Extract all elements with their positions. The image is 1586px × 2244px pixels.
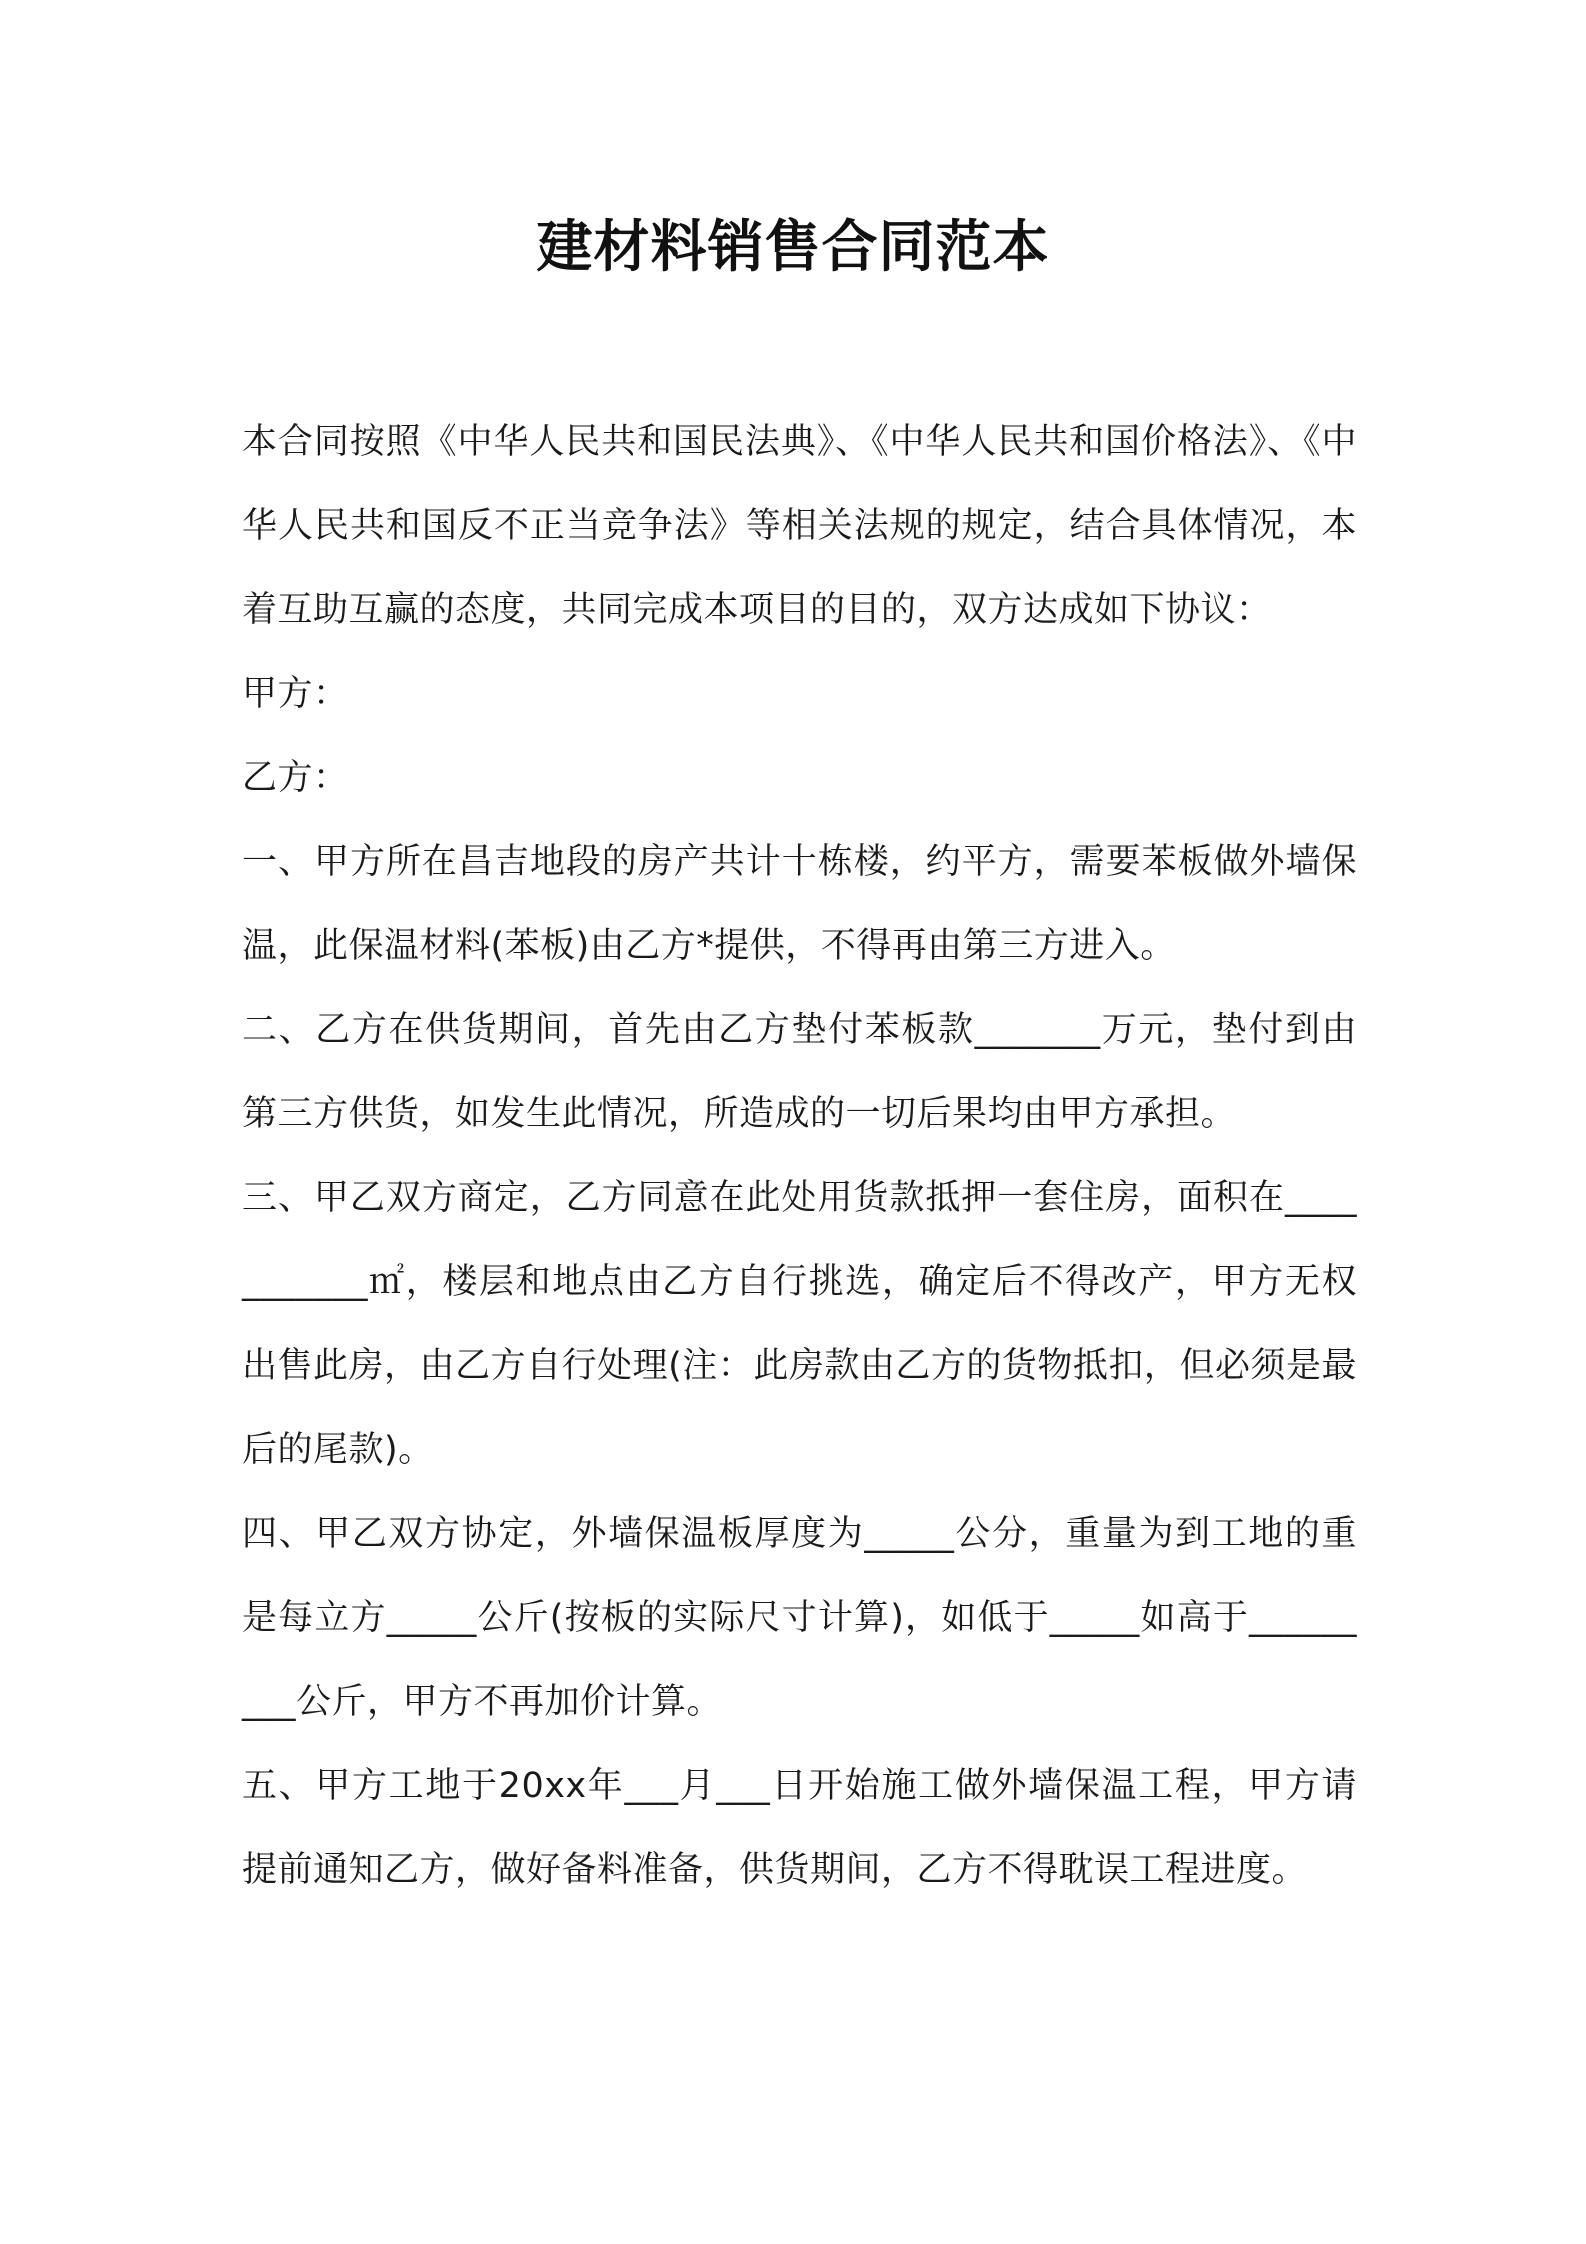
clause-5: 五、甲方工地于20xx年___月___日开始施工做外墙保温工程，甲方请提前通知乙方，做好备料准备，供货期间，乙方不得耽误工程进度。	[242, 1766, 1357, 1890]
preamble-paragraph: 本合同按照《中华人民共和国民法典》、《中华人民共和国价格法》、《中华人民共和国反不正当竞争法》等相关法规的规定，结合具体情况，本着互助互赢的态度，共同完成本项目的目的，双方达成如下协议：	[242, 422, 1357, 630]
clause-3: 三、甲乙双方商定，乙方同意在此处用货款抵押一套住房，面积在___________㎡，楼层和地点由乙方自行挑选，确定后不得改产，甲方无权出售此房，由乙方自行处理(注：此房款由乙方的货物抵扣，但必须是最后的尾款)。	[242, 1178, 1357, 1470]
clause-4: 四、甲乙双方协定，外墙保温板厚度为_____公分，重量为到工地的重是每立方_____公斤(按板的实际尺寸计算)，如低于_____如高于_________公斤，甲方不再加价计算。	[242, 1514, 1357, 1722]
clause-2: 二、乙方在供货期间，首先由乙方垫付苯板款_______万元，垫付到由第三方供货，如发生此情况，所造成的一切后果均由甲方承担。	[242, 1010, 1357, 1134]
party-a-line: 甲方：	[242, 674, 349, 714]
clause-1: 一、甲方所在昌吉地段的房产共计十栋楼，约平方，需要苯板做外墙保温，此保温材料(苯板)由乙方*提供，不得再由第三方进入。	[242, 842, 1357, 966]
party-b-line: 乙方：	[242, 758, 349, 798]
document-title: 建材料销售合同范本	[536, 215, 1050, 280]
document-body	[242, 400, 1357, 1912]
